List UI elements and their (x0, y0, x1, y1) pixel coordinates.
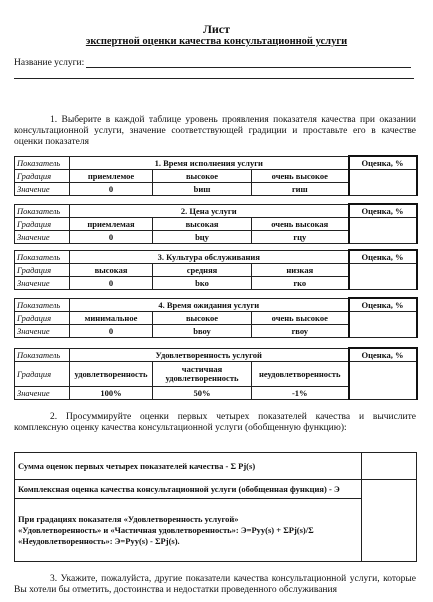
grade-cell: неудовлетворенность (252, 362, 349, 387)
value-cell: bвоу (153, 325, 252, 338)
grade-cell: низкая (252, 264, 349, 277)
grade-cell: высокая (70, 264, 153, 277)
service-name-label: Название услуги: (14, 58, 85, 68)
indicator-title: Удовлетворенность услугой (70, 348, 349, 362)
form-subtitle: экспертной оценки качества консультационной услуги (85, 36, 348, 47)
indicator-title: 2. Цена услуги (70, 204, 349, 218)
indicator-title: 4. Время ожидания услуги (70, 298, 349, 312)
formula-line-1: При градациях показателя «Удовлетворенность услугой» (18, 513, 239, 524)
score-header: Оценка, % (349, 204, 417, 218)
grade-cell: приемлемое (70, 170, 153, 183)
value-cell: 100% (70, 387, 153, 400)
value-cell: bцу (153, 231, 252, 244)
gradation-label: Градация (15, 218, 70, 231)
grade-cell: очень высокое (252, 312, 349, 325)
grade-cell: высокое (153, 312, 252, 325)
gradation-label: Градация (15, 170, 70, 183)
complex-score-label: Комплексная оценка качества консультационной услуги (обобщенная функция) - Э (15, 480, 362, 499)
indicator-table-2 (14, 203, 418, 244)
summary-table (14, 452, 417, 562)
value-cell: -1% (252, 387, 349, 400)
instruction-1: 1. Выберите в каждой таблице уровень проявления показателя качества при оказании консультационной услуги, значение соответствующей градиции и проставьте его в качестве оценки показателя (14, 115, 416, 147)
value-cell: rвоу (252, 325, 349, 338)
indicator-label: Показатель (15, 250, 70, 264)
indicator-table-4 (14, 297, 418, 338)
value-cell: rиш (252, 183, 349, 196)
value-label: Значение (15, 231, 70, 244)
grade-cell: средняя (153, 264, 252, 277)
formula-line-2: «Удовлетворенность» и «Частичная удовлетворенность»: Э=Pуу(s) + ΣPj(s)/Σ (18, 524, 314, 535)
indicator-table-3 (14, 249, 418, 290)
score-header: Оценка, % (349, 156, 417, 170)
grade-cell: очень высокое (252, 170, 349, 183)
score-header: Оценка, % (349, 250, 417, 264)
service-name-field[interactable] (86, 67, 411, 68)
gradation-label: Градация (15, 312, 70, 325)
value-cell: bко (153, 277, 252, 290)
grade-cell: частичная удовлетворенность (153, 362, 252, 387)
grade-cell: минимальное (70, 312, 153, 325)
value-cell: 0 (70, 325, 153, 338)
value-cell: 0 (70, 277, 153, 290)
value-cell: rко (252, 277, 349, 290)
indicator-label: Показатель (15, 204, 70, 218)
value-cell: 50% (153, 387, 252, 400)
score-header: Оценка, % (349, 348, 417, 362)
instruction-2: 2. Просуммируйте оценки первых четырех показателей качества и вычислите комплексную оценку качества консультационной услуги (обобщенную функцию): (14, 412, 416, 433)
instruction-3: 3. Укажите, пожалуйста, другие показатели качества консультационной услуги, которые Вы хотели бы отметить, достоинства и недостатки проведенного обслуживания (14, 574, 416, 595)
service-name-field-line2[interactable] (14, 78, 414, 79)
score-input[interactable] (349, 264, 417, 290)
service-name-row (14, 58, 416, 68)
form-title: Лист (202, 22, 231, 36)
indicator-title: 1. Время исполнения услуги (70, 156, 349, 170)
value-label: Значение (15, 325, 70, 338)
sum-scores-input[interactable] (362, 453, 417, 480)
indicator-table-1 (14, 155, 418, 196)
grade-cell: удовлетворенность (70, 362, 153, 387)
grade-cell: высокая (153, 218, 252, 231)
value-cell: 0 (70, 231, 153, 244)
value-label: Значение (15, 277, 70, 290)
value-label: Значение (15, 387, 70, 400)
grade-cell: приемлемая (70, 218, 153, 231)
indicator-label: Показатель (15, 298, 70, 312)
gradation-label: Градация (15, 362, 70, 387)
score-header: Оценка, % (349, 298, 417, 312)
grade-cell: высокое (153, 170, 252, 183)
indicator-title: 3. Культура обслуживания (70, 250, 349, 264)
formula-line-3: «Неудовлетворенность»: Э=Pуу(s) - ΣPj(s). (18, 535, 180, 546)
grade-cell: очень высокая (252, 218, 349, 231)
formula-block (15, 499, 362, 562)
value-cell: bиш (153, 183, 252, 196)
score-input[interactable] (349, 170, 417, 196)
score-input[interactable] (349, 218, 417, 244)
value-cell: rцу (252, 231, 349, 244)
indicator-label: Показатель (15, 156, 70, 170)
value-cell: 0 (70, 183, 153, 196)
sum-scores-label: Сумма оценок первых четырех показателей качества - Σ Pj(s) (15, 453, 362, 480)
value-label: Значение (15, 183, 70, 196)
score-input[interactable] (349, 312, 417, 338)
indicator-label: Показатель (15, 348, 70, 362)
gradation-label: Градация (15, 264, 70, 277)
score-input[interactable] (349, 362, 417, 400)
complex-score-input[interactable] (362, 480, 417, 562)
satisfaction-table (14, 347, 418, 400)
